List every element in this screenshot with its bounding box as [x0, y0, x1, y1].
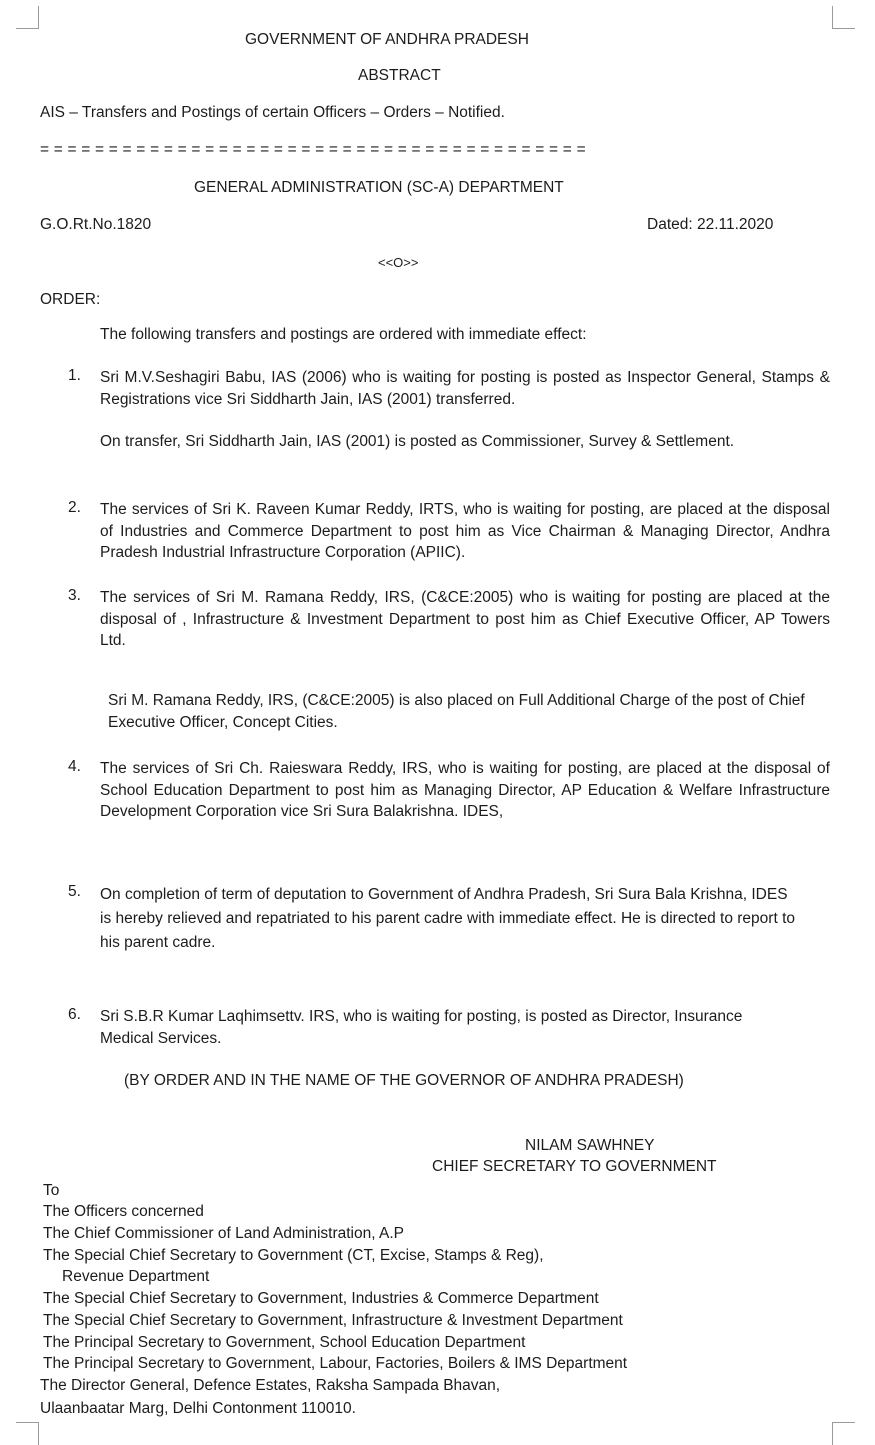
distribution-line: The Principal Secretary to Government, Labour, Factories, Boilers & IMS Department	[43, 1355, 628, 1372]
separator-line: = = = = = = = = = = = = = = = = = = = = = = = = = = = = = = = = = = = = = = = =	[40, 141, 586, 158]
corner-mark-bottom-right	[832, 1422, 855, 1445]
corner-mark-top-right	[832, 6, 855, 29]
signatory-name: NILAM SAWHNEY	[525, 1137, 655, 1154]
order-item-text: Sri M.V.Seshagiri Babu, IAS (2006) who is waiting for posting is posted as Inspector General, Stamps & Registrations vice Sri Siddharth Jain, IAS (2001) transferred.	[100, 369, 830, 408]
corner-mark-bottom-left	[16, 1422, 39, 1445]
government-title: GOVERNMENT OF ANDHRA PRADESH	[245, 31, 529, 48]
distribution-line: The Special Chief Secretary to Government, Infrastructure & Investment Department	[43, 1312, 623, 1329]
order-item-text: The services of Sri M. Ramana Reddy, IRS, (C&CE:2005) who is waiting for posting are placed at the disposal of , Infrastructure & Investment Department to post him as Chief Executive Officer, AP Towers Ltd.	[100, 589, 830, 649]
order-item-sub-text: Sri M. Ramana Reddy, IRS, (C&CE:2005) is also placed on Full Additional Charge of the post of Chief Executive Officer, Concept Cities.	[108, 692, 805, 731]
distribution-line: The Principal Secretary to Government, School Education Department	[43, 1334, 526, 1351]
order-item-text: On completion of term of deputation to Government of Andhra Pradesh, Sri Sura Bala Krishna, IDES is hereby relieved and repatriated to his parent cadre with immediate effect. He is directed to report to his parent cadre.	[100, 886, 795, 951]
signatory-designation: CHIEF SECRETARY TO GOVERNMENT	[432, 1158, 717, 1175]
by-order-line: (BY ORDER AND IN THE NAME OF THE GOVERNOR OF ANDHRA PRADESH)	[124, 1072, 684, 1089]
item-number: 6.	[68, 1006, 81, 1023]
order-item-text: Sri S.B.R Kumar Laqhimsettv. IRS, who is waiting for posting, is posted as Director, Insurance Medical Services.	[100, 1008, 743, 1047]
item-number: 3.	[68, 587, 81, 604]
department-title: GENERAL ADMINISTRATION (SC-A) DEPARTMENT	[194, 179, 564, 196]
order-item-text: The services of Sri Ch. Raieswara Reddy, IRS, who is waiting for posting, are placed at the disposal of School Education Department to post him as Managing Director, AP Education & Welfare Infrastructure Development Corporation vice Sri Sura Balakrishna. IDES,	[100, 760, 830, 820]
distribution-line: The Officers concerned	[43, 1203, 204, 1220]
abstract-label: ABSTRACT	[358, 67, 441, 84]
distribution-line: The Director General, Defence Estates, Raksha Sampada Bhavan,	[40, 1377, 501, 1394]
item-number: 5.	[68, 883, 81, 900]
go-number: G.O.Rt.No.1820	[40, 216, 152, 233]
item-number: 2.	[68, 499, 81, 516]
order-label: ORDER:	[40, 291, 101, 308]
subject-line: AIS – Transfers and Postings of certain Officers – Orders – Notified.	[40, 104, 505, 121]
corner-mark-top-left	[16, 6, 39, 29]
to-label: To	[43, 1182, 60, 1199]
distribution-line: Revenue Department	[62, 1268, 210, 1285]
order-item-text: The services of Sri K. Raveen Kumar Reddy, IRTS, who is waiting for posting, are placed at the disposal of Industries and Commerce Department to post him as Vice Chairman & Managing Director, Andhra Pradesh Industrial Infrastructure Corporation (APIIC).	[100, 501, 830, 561]
distribution-line: Ulaanbaatar Marg, Delhi Contonment 110010.	[40, 1400, 356, 1417]
ornament: <<O>>	[378, 255, 419, 270]
dated: Dated: 22.11.2020	[647, 216, 774, 233]
order-intro: The following transfers and postings are ordered with immediate effect:	[100, 326, 587, 343]
item-number: 4.	[68, 758, 81, 775]
distribution-line: The Special Chief Secretary to Government, Industries & Commerce Department	[43, 1290, 599, 1307]
distribution-line: The Special Chief Secretary to Government (CT, Excise, Stamps & Reg),	[43, 1247, 544, 1264]
item-number: 1.	[68, 367, 81, 384]
order-item-sub-text: On transfer, Sri Siddharth Jain, IAS (2001) is posted as Commissioner, Survey & Settlement.	[100, 433, 735, 450]
distribution-line: The Chief Commissioner of Land Administration, A.P	[43, 1225, 404, 1242]
